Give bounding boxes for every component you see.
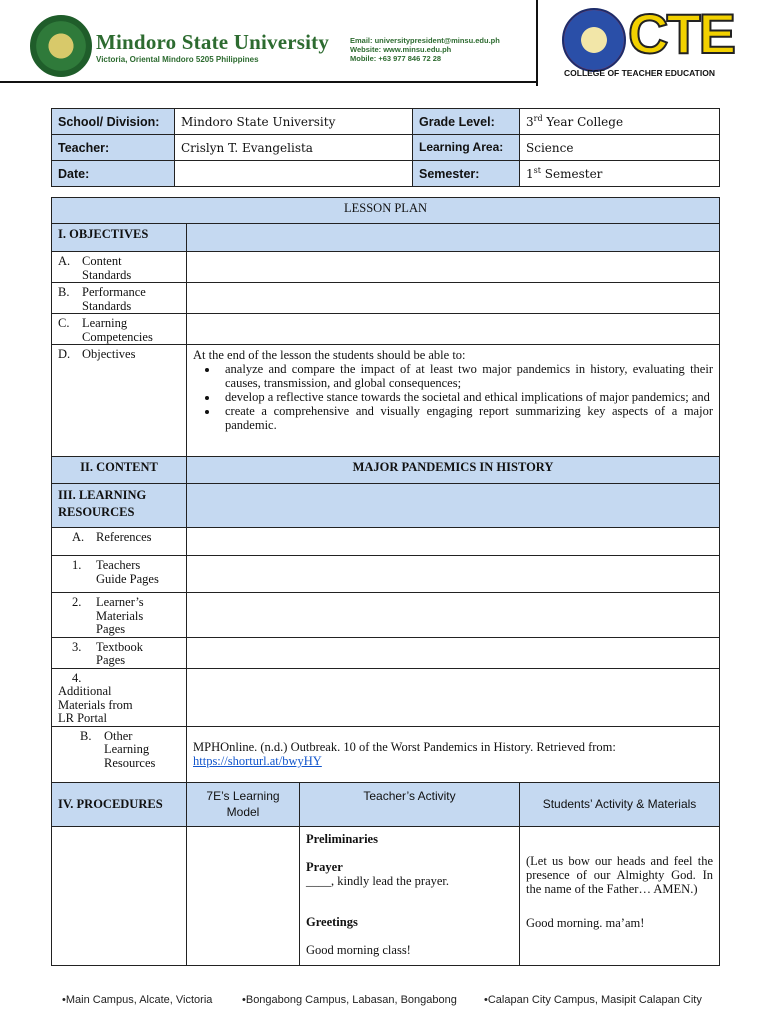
table-row: [52, 668, 720, 726]
header-divider: [0, 81, 538, 83]
table-row: [52, 224, 720, 252]
table-row: [52, 826, 720, 965]
teacher-label: Teacher:: [52, 135, 175, 161]
objectives-content: [187, 345, 720, 457]
table-row: [52, 484, 720, 528]
table-row: [52, 726, 720, 782]
header-vertical-divider: [536, 0, 538, 86]
student-prayer: (Let us bow our heads and feel the presence of our Almighty God. In the name of the Father… AMEN.): [526, 853, 713, 896]
grade-label: Grade Level:: [413, 109, 520, 135]
learning-competencies-label: C. Learning Competencies: [52, 314, 187, 345]
date-label: Date:: [52, 161, 175, 187]
contact-block: [350, 36, 500, 63]
table-row: [52, 109, 720, 135]
other-resources-content: [187, 726, 720, 782]
table-row: [52, 556, 720, 593]
university-name: Mindoro State University: [96, 30, 330, 54]
table-row: [52, 314, 720, 345]
school-value: Mindoro State University: [175, 109, 413, 135]
student-greeting: Good morning. ma’am!: [526, 915, 645, 930]
table-row: [52, 252, 720, 283]
students-activity-cell: [520, 826, 720, 965]
other-resource-link[interactable]: https://shorturl.at/bwyHY: [193, 754, 322, 768]
other-resources-label: B. Other Learning Resources: [52, 726, 187, 782]
contact-website: Website: www.minsu.edu.ph: [350, 45, 452, 54]
content-heading: II. CONTENT: [52, 457, 187, 484]
contact-email: Email: universitypresident@minsu.edu.ph: [350, 36, 500, 45]
col-learning-model: 7E’s Learning Model: [187, 782, 300, 826]
teacher-value: Crislyn T. Evangelista: [175, 135, 413, 161]
performance-standards-label: B. Performance Standards: [52, 283, 187, 314]
learning-area-value: Science: [520, 135, 720, 161]
grade-value: 3rd Year College: [520, 109, 720, 135]
list-item: • develop a reflective stance towards the societal and ethical implications of major pandemics; and: [219, 390, 713, 404]
additional-materials-label: 4.Additional Materials from LR Portal: [52, 668, 187, 726]
table-row: [52, 637, 720, 668]
table-row: [52, 528, 720, 556]
footer-campus-main: •Main Campus, Alcate, Victoria: [62, 994, 213, 1006]
school-label: School/ Division:: [52, 109, 175, 135]
lesson-info-table: [51, 108, 720, 187]
references-label: A. References: [52, 528, 187, 556]
learning-area-label: Learning Area:: [413, 135, 520, 161]
university-seal-logo: [30, 15, 92, 77]
college-abbreviation-logo: CTE: [628, 2, 734, 65]
table-row: [52, 198, 720, 224]
date-value: [175, 161, 413, 187]
lesson-plan-table: [51, 197, 720, 966]
objectives-label: D. Objectives: [52, 345, 187, 457]
semester-value: 1st Semester: [520, 161, 720, 187]
prayer-heading: Prayer: [306, 859, 343, 874]
col-students-activity: Students’ Activity & Materials: [520, 782, 720, 826]
list-item: • create a comprehensive and visually engaging report summarizing key aspects of a major pandemic.: [219, 404, 713, 432]
other-citation: MPHOnline. (n.d.) Outbreak. 10 of the Worst Pandemics in History. Retrieved from:: [193, 740, 616, 754]
table-row: [52, 135, 720, 161]
college-name: COLLEGE OF TEACHER EDUCATION: [564, 68, 715, 78]
footer-campus-bongabong: •Bongabong Campus, Labasan, Bongabong: [242, 994, 457, 1006]
table-row: [52, 782, 720, 826]
textbook-label: 3. Textbook Pages: [52, 637, 187, 668]
table-row: [52, 161, 720, 187]
table-row: [52, 457, 720, 484]
procedures-heading: IV. PROCEDURES: [52, 782, 187, 826]
objectives-intro: At the end of the lesson the students should be able to:: [193, 348, 466, 362]
objectives-heading: I. OBJECTIVES: [52, 224, 187, 252]
semester-label: Semester:: [413, 161, 520, 187]
content-title: MAJOR PANDEMICS IN HISTORY: [187, 457, 720, 484]
greetings-text: Good morning class!: [306, 942, 411, 957]
university-address: Victoria, Oriental Mindoro 5205 Philippines: [96, 55, 259, 64]
teacher-activity-cell: [300, 826, 520, 965]
table-row: [52, 283, 720, 314]
footer-campus-calapan: •Calapan City Campus, Masipit Calapan City: [484, 994, 702, 1006]
prayer-text: ____, kindly lead the prayer.: [306, 873, 450, 888]
contact-mobile: Mobile: +63 977 846 72 28: [350, 54, 442, 63]
teachers-guide-label: 1. Teachers Guide Pages: [52, 556, 187, 593]
table-row: [52, 593, 720, 638]
col-teacher-activity: Teacher’s Activity: [300, 782, 520, 826]
resources-heading: III. LEARNING RESOURCES: [52, 484, 187, 528]
objectives-list: [193, 362, 713, 432]
content-standards-label: A. Content Standards: [52, 252, 187, 283]
learners-materials-label: 2. Learner’s Materials Pages: [52, 593, 187, 638]
greetings-heading: Greetings: [306, 914, 358, 929]
lesson-plan-title: LESSON PLAN: [52, 198, 720, 224]
table-row: [52, 345, 720, 457]
preliminaries-heading: Preliminaries: [306, 831, 378, 846]
letterhead: [0, 0, 768, 86]
college-seal-logo: [562, 8, 626, 72]
list-item: • analyze and compare the impact of at least two major pandemics in history, evaluating their causes, transmission, and global consequences;: [219, 362, 713, 390]
